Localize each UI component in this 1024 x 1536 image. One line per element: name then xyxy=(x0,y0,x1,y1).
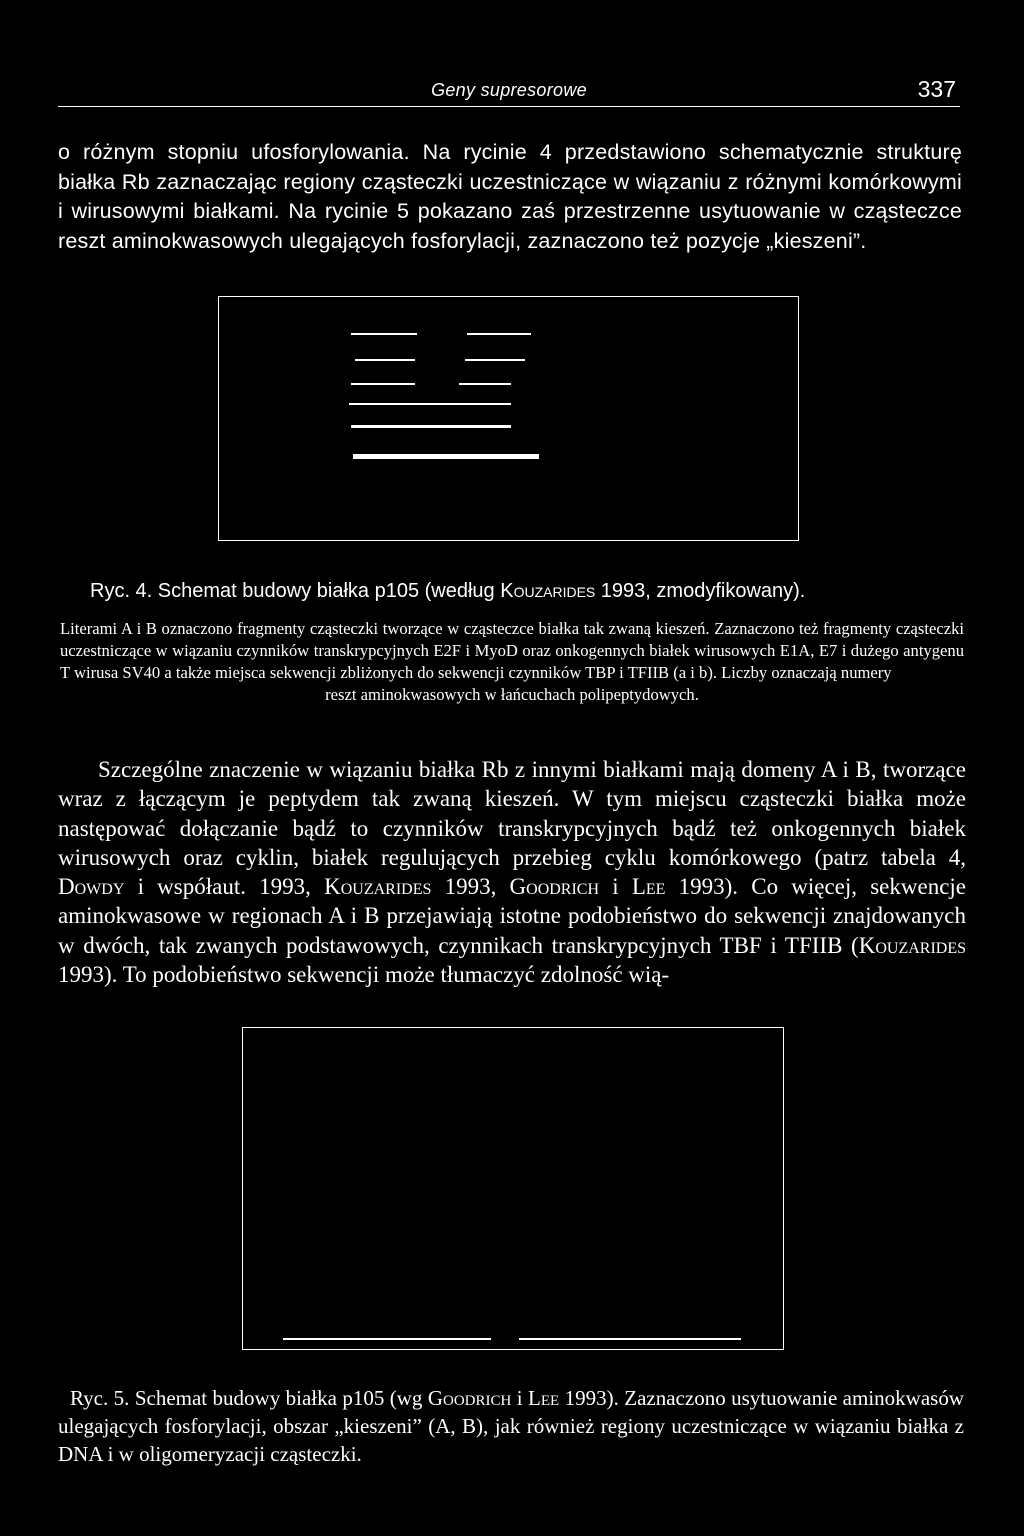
legend-text: Literami A i B oznaczono fragmenty cząsteczki tworzące w cząsteczce białka tak zwaną kieszeń. Zaznaczono też fragmenty cząsteczki uczestniczące w wiązaniu czynników transkrypcyjnych E2F i MyoD oraz onkogennych białek wirusowych E1A, E7 i dużego antygenu T wirusa SV40 a także miejsca sekwencji zbliżonych do sekwencji czynników TBP i TFIIB (a i b). Liczby oznaczają numery xyxy=(60,619,964,682)
figure-4-line xyxy=(351,333,417,335)
body-text: 1993, xyxy=(431,874,510,900)
figure-4-line xyxy=(349,403,511,405)
caption-text: Ryc. 4. Schemat budowy białka p105 (według xyxy=(90,580,501,602)
author-name: Kouzarides xyxy=(324,874,432,900)
page-number: 337 xyxy=(917,76,956,102)
caption-text: 1993). Zaznaczono usytuowanie aminokwasów ulegających fosforylacji, obszar „kieszeni” (A, B), jak również regiony uczestniczące w wiązaniu białka z DNA i w oligomeryzacji cząsteczki. xyxy=(58,1386,964,1466)
figure-4-legend xyxy=(60,618,964,706)
intro-paragraph: o różnym stopniu ufosforylowania. Na rycinie 4 przedstawiono schematycznie strukturę białka Rb zaznaczając regiony cząsteczki uczestniczące w wiązaniu z różnymi komórkowymi i wirusowymi białkami. Na rycinie 5 pokazano zaś przestrzenne usytuowanie w cząsteczce reszt aminokwasowych ulegających fosforylacji, zaznaczono też pozycje „kieszeni”. xyxy=(58,140,962,253)
body-text: 1993). To podobieństwo sekwencji może tłumaczyć zdolność wią- xyxy=(58,962,670,988)
author-name: Dowdy xyxy=(58,874,125,900)
body-text: i współaut. 1993, xyxy=(124,874,325,900)
author-name: Goodrich xyxy=(509,874,600,900)
body-paragraph xyxy=(58,755,966,989)
caption-author: Kouzarides xyxy=(500,580,596,602)
body-text: Szczególne znaczenie w wiązaniu białka Rb z innymi białkami mają domeny A i B, tworzące wraz z łączącym je peptydem tak zwaną kieszeń. W tym miejscu cząsteczki białka może następować dołączanie bądź to czynników transkrypcyjnych bądź też onkogennych białek wirusowych oraz cyklin, białek regulujących przebieg cyklu komórkowego (patrz tabela 4, xyxy=(58,757,966,870)
author-name: Kouzarides xyxy=(858,932,966,958)
caption-text: 1993, zmodyfikowany). xyxy=(595,580,806,602)
legend-text-last: reszt aminokwasowych w łańcuchach polipeptydowych. xyxy=(325,685,699,704)
caption-author: Lee xyxy=(528,1386,560,1410)
figure-4-line xyxy=(459,383,511,385)
figure-5-line xyxy=(519,1338,741,1340)
figure-4-line xyxy=(351,425,511,428)
figure-4-line xyxy=(351,383,415,385)
caption-author: Goodrich xyxy=(427,1386,512,1410)
body-text: i xyxy=(599,874,632,900)
figure-4-line xyxy=(467,333,531,335)
figure-4-line xyxy=(353,454,539,459)
figure-5-caption xyxy=(58,1384,964,1468)
running-header xyxy=(58,76,960,107)
running-title: Geny supresorowe xyxy=(431,80,587,100)
figure-4-frame xyxy=(218,296,799,541)
figure-4-line xyxy=(355,359,415,361)
body-text: 1993). Co więcej, sekwencje aminokwasowe w regionach A i B przejawiają istotne podobieństwo do sekwencji znajdowanych w dwóch, tak zwanych podstawowych, czynnikach transkrypcyjnych TBF i TFIIB ( xyxy=(58,874,967,958)
caption-text: i xyxy=(511,1386,529,1410)
figure-4-caption xyxy=(90,577,970,605)
caption-text: Ryc. 5. Schemat budowy białka p105 (wg xyxy=(70,1386,428,1410)
figure-5-frame xyxy=(242,1027,784,1350)
author-name: Lee xyxy=(631,874,666,900)
figure-4-line xyxy=(465,359,525,361)
figure-5-line xyxy=(283,1338,491,1340)
